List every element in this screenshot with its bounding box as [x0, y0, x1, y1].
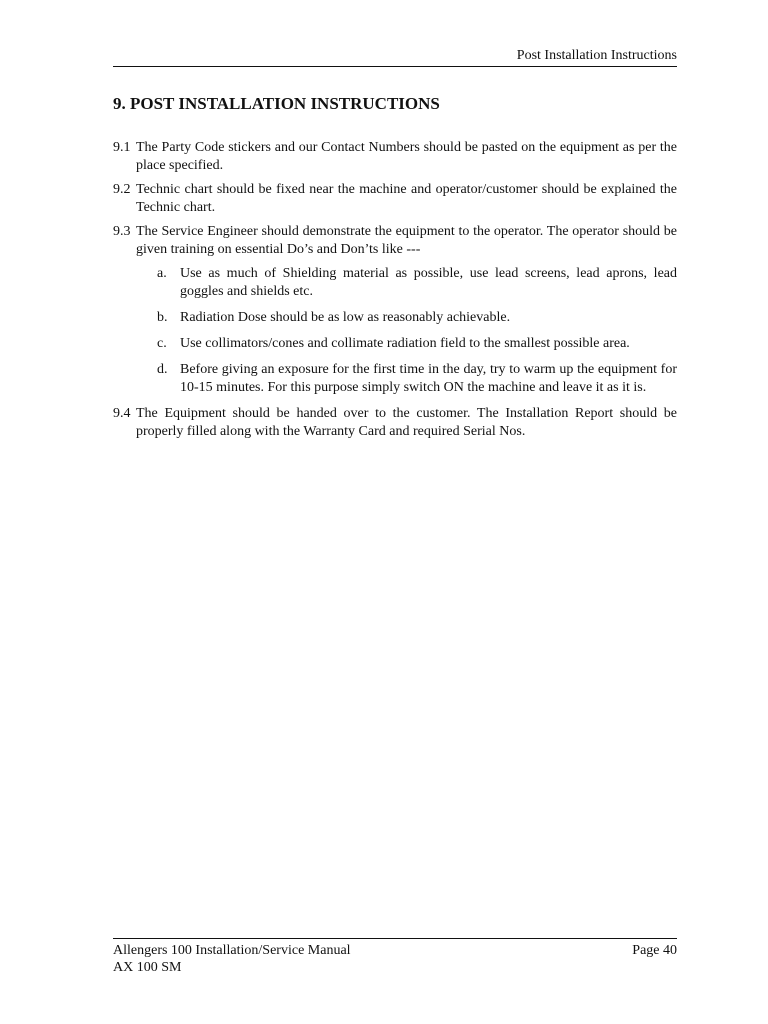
sub-item-letter: b.: [157, 310, 168, 325]
sub-item-letter: d.: [157, 362, 168, 377]
list-item-9-4: [113, 405, 677, 441]
page-number: Page 40: [632, 943, 677, 958]
list-item-9-3: [113, 223, 677, 259]
sub-item-b: [113, 309, 677, 327]
item-number: 9.2: [113, 182, 131, 197]
sub-item-a: [113, 265, 677, 301]
item-number: 9.3: [113, 224, 131, 239]
sub-item-text: Before giving an exposure for the first time in the day, try to warm up the equipment for 10-15 minutes. For this purpose simply switch ON the machine and leave it as it is.: [180, 362, 677, 395]
sub-item-c: [113, 335, 677, 353]
item-number: 9.1: [113, 140, 131, 155]
sub-item-letter: a.: [157, 266, 167, 281]
footer-rule: [113, 938, 677, 939]
list-item-9-1: [113, 139, 677, 175]
manual-title: Allengers 100 Installation/Service Manual: [113, 943, 351, 958]
running-header: Post Installation Instructions: [516, 48, 677, 63]
header-rule: [113, 66, 677, 67]
footer-left: [113, 942, 351, 976]
section-heading: 9. POST INSTALLATION INSTRUCTIONS: [113, 94, 440, 113]
sub-item-text: Use collimators/cones and collimate radiation field to the smallest possible area.: [180, 336, 630, 351]
section-body: [113, 139, 677, 447]
sub-item-text: Radiation Dose should be as low as reasonably achievable.: [180, 310, 511, 325]
sub-item-text: Use as much of Shielding material as possible, use lead screens, lead aprons, lead goggles and shields etc.: [180, 266, 677, 299]
item-text: The Party Code stickers and our Contact Numbers should be pasted on the equipment as per the place specified.: [136, 140, 677, 173]
sub-item-d: [113, 361, 677, 397]
item-number: 9.4: [113, 406, 131, 421]
sub-item-letter: c.: [157, 336, 167, 351]
item-text: The Service Engineer should demonstrate the equipment to the operator. The operator should be given training on essential Do’s and Don’ts like ---: [136, 224, 677, 257]
item-text: The Equipment should be handed over to the customer. The Installation Report should be properly filled along with the Warranty Card and required Serial Nos.: [136, 406, 677, 439]
item-text: Technic chart should be fixed near the machine and operator/customer should be explained the Technic chart.: [136, 182, 677, 215]
list-item-9-2: [113, 181, 677, 217]
dos-and-donts-list: [113, 265, 677, 397]
document-code: AX 100 SM: [113, 960, 182, 975]
